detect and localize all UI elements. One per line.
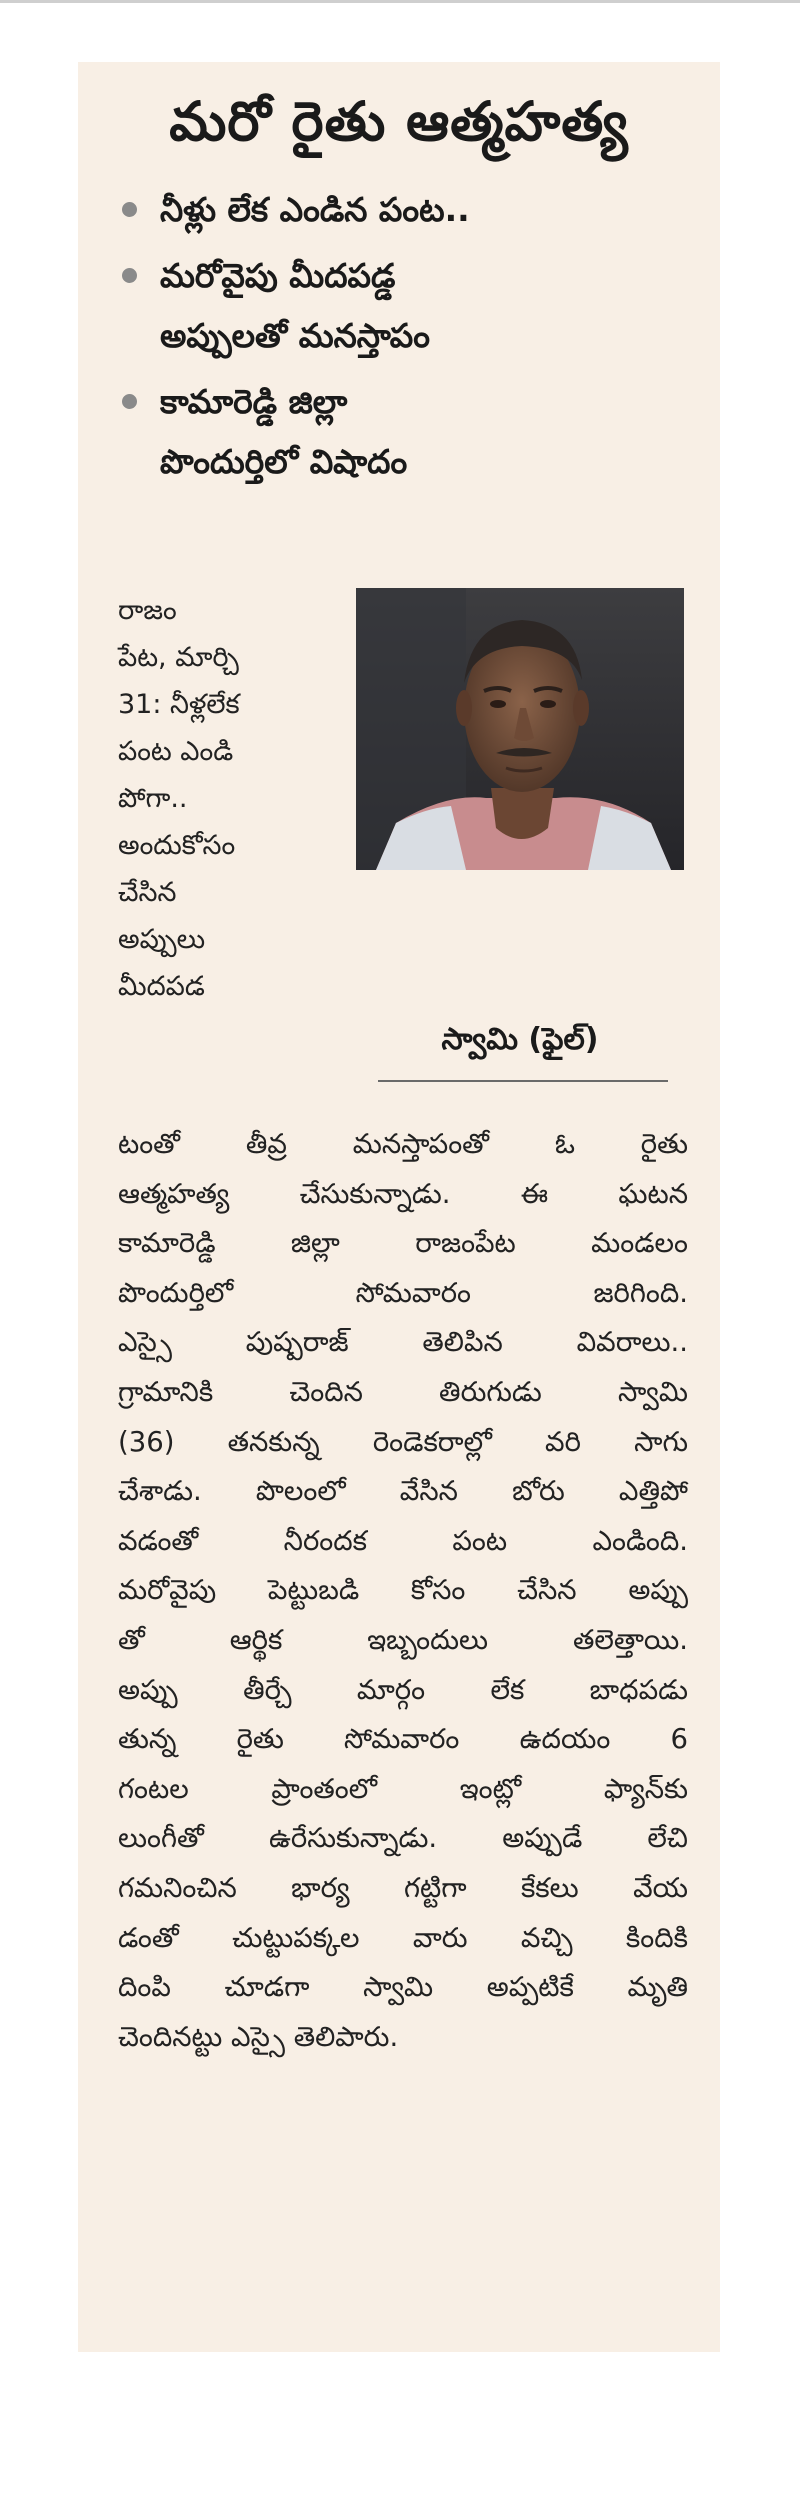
subheadline-line: పొందుర్తిలో విషాదం bbox=[160, 442, 408, 481]
subheadlines bbox=[116, 180, 706, 492]
subheadline-line: అప్పులతో మనస్తాపం bbox=[160, 316, 430, 355]
body-line: పొందుర్తిలో సోమవారం జరిగింది. bbox=[118, 1276, 688, 1309]
subheadline-line: మరోవైపు మీదపడ్డ bbox=[160, 256, 396, 295]
body-line: ఆత్మహత్య చేసుకున్నాడు. ఈ ఘటన bbox=[118, 1177, 688, 1210]
bullet-dot-icon bbox=[122, 202, 137, 217]
body-line: లుంగీతో ఉరేసుకున్నాడు. అప్పుడే లేచి bbox=[118, 1822, 688, 1855]
subheadline-line: కామారెడ్డి జిల్లా bbox=[160, 382, 348, 421]
body-line: (36) తనకున్న రెండెకరాల్లో వరి సాగు bbox=[118, 1425, 688, 1458]
intro-line: చేసిన bbox=[118, 877, 177, 908]
intro-line: పోగా.. bbox=[118, 783, 188, 814]
caption-divider bbox=[378, 1080, 668, 1082]
body-line: కామారెడ్డి జిల్లా రాజంపేట మండలం bbox=[118, 1227, 688, 1260]
top-rule bbox=[0, 0, 800, 3]
article-body bbox=[118, 1120, 688, 2062]
intro-line: 31: నీళ్లలేక bbox=[118, 689, 240, 720]
subheadline-item bbox=[116, 246, 706, 366]
headline: మరో రైతు ఆత్మహత్య bbox=[169, 90, 629, 153]
bullet-dot-icon bbox=[122, 394, 137, 409]
body-line: డంతో చుట్టుపక్కల వారు వచ్చి కిందికి bbox=[118, 1921, 688, 1954]
body-line: చేశాడు. పొలంలో వేసిన బోరు ఎత్తిపో bbox=[118, 1475, 688, 1508]
intro-line: పేట, మార్చి bbox=[118, 642, 239, 673]
photo-caption: స్వామి (ఫైల్) bbox=[441, 1022, 599, 1057]
intro-line: అందుకోసం bbox=[118, 830, 236, 861]
body-line: వడంతో నీరందక పంట ఎండింది. bbox=[118, 1524, 688, 1557]
intro-line: అప్పులు bbox=[118, 924, 206, 955]
body-line: తున్న రైతు సోమవారం ఉదయం 6 bbox=[118, 1723, 688, 1756]
body-line: ఎస్సై పుష్పరాజ్ తెలిపిన వివరాలు.. bbox=[118, 1326, 688, 1359]
news-clipping bbox=[78, 62, 720, 2352]
body-line: గ్రామానికి చెందిన తిరుగుడు స్వామి bbox=[118, 1375, 688, 1408]
body-line: టంతో తీవ్ర మనస్తాపంతో ఓ రైతు bbox=[118, 1128, 688, 1160]
body-line: చెందినట్టు ఎస్సై తెలిపారు. bbox=[118, 2020, 399, 2053]
bullet-dot-icon bbox=[122, 268, 137, 283]
body-line: దింపి చూడగా స్వామి అప్పటికే మృతి bbox=[118, 1971, 688, 2004]
intro-line: పంట ఎండి bbox=[118, 736, 234, 767]
subheadline-line: నీళ్లు లేక ఎండిన పంట.. bbox=[160, 190, 470, 229]
body-line: అప్పు తీర్చే మార్గం లేక బాధపడు bbox=[118, 1673, 688, 1706]
body-line: గమనించిన భార్య గట్టిగా కేకలు వేయ bbox=[118, 1871, 688, 1904]
intro-line: మీదపడ bbox=[118, 971, 205, 1002]
body-line: తో ఆర్థిక ఇబ్బందులు తలెత్తాయి. bbox=[118, 1623, 688, 1656]
man-portrait-image bbox=[356, 588, 684, 870]
subheadline-item bbox=[116, 180, 706, 240]
body-line: మరోవైపు పెట్టుబడి కోసం చేసిన అప్పు bbox=[118, 1574, 688, 1607]
body-line: గంటల ప్రాంతంలో ఇంట్లో ఫ్యాన్‌కు bbox=[118, 1772, 688, 1805]
intro-line: రాజం bbox=[118, 595, 177, 626]
intro-column bbox=[118, 587, 348, 1010]
subheadline-item bbox=[116, 372, 706, 492]
portrait-photo bbox=[356, 588, 684, 870]
